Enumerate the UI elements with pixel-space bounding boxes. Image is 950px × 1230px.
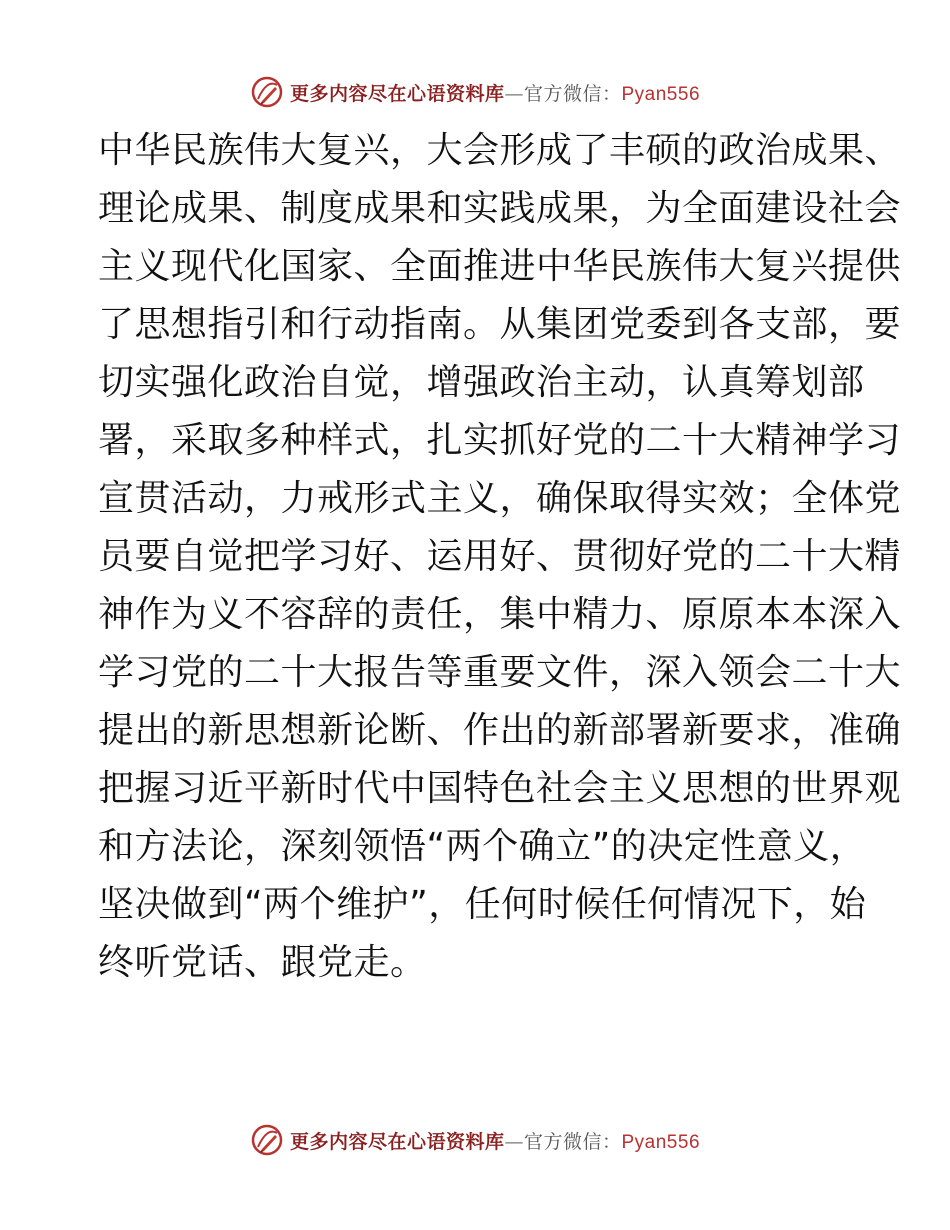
document-body xyxy=(98,122,902,992)
body-line: 坚决做到“两个维护”，任何时候任何情况下，始 xyxy=(98,884,867,925)
body-line: 和方法论，深刻领悟“两个确立”的决定性意义， xyxy=(98,826,867,867)
body-line: 学习党的二十大报告等重要文件，深入领会二十大 xyxy=(98,652,902,693)
watermark-separator: — xyxy=(504,1130,524,1153)
watermark-text xyxy=(290,79,700,106)
body-line: 主义现代化国家、全面推进中华民族伟大复兴提供 xyxy=(98,246,902,287)
body-line: 神作为义不容辞的责任，集中精力、原原本本深入 xyxy=(98,594,902,635)
body-line: 宣贯活动，力戒形式主义，确保取得实效；全体党 xyxy=(98,478,902,519)
watermark-wechat-label: 官方微信： xyxy=(523,82,622,105)
body-line: 中华民族伟大复兴，大会形成了丰硕的政治成果、 xyxy=(98,130,902,171)
body-line: 把握习近平新时代中国特色社会主义思想的世界观 xyxy=(98,768,902,809)
watermark-brand: 更多内容尽在心语资料库 xyxy=(289,82,505,105)
body-line: 终听党话、跟党走。 xyxy=(98,942,427,983)
watermark-separator: — xyxy=(504,82,524,105)
body-line: 理论成果、制度成果和实践成果，为全面建设社会 xyxy=(98,188,902,229)
watermark-wechat-id: Pyan556 xyxy=(621,83,701,105)
body-line: 员要自觉把学习好、运用好、贯彻好党的二十大精 xyxy=(98,536,902,577)
body-line: 切实强化政治自觉，增强政治主动，认真筹划部 xyxy=(98,362,865,403)
body-line: 署，采取多种样式，扎实抓好党的二十大精神学习 xyxy=(98,420,902,461)
body-line: 了思想指引和行动指南。从集团党委到各支部，要 xyxy=(98,304,902,345)
body-line: 提出的新思想新论断、作出的新部署新要求，准确 xyxy=(98,710,902,751)
watermark-wechat-label: 官方微信： xyxy=(523,1130,622,1153)
watermark-text xyxy=(290,1127,700,1154)
watermark-brand: 更多内容尽在心语资料库 xyxy=(289,1130,505,1153)
header-watermark xyxy=(0,72,950,112)
pen-logo-icon xyxy=(250,75,284,109)
pen-logo-icon xyxy=(250,1123,284,1157)
watermark-wechat-id: Pyan556 xyxy=(621,1131,701,1153)
footer-watermark xyxy=(0,1120,950,1160)
